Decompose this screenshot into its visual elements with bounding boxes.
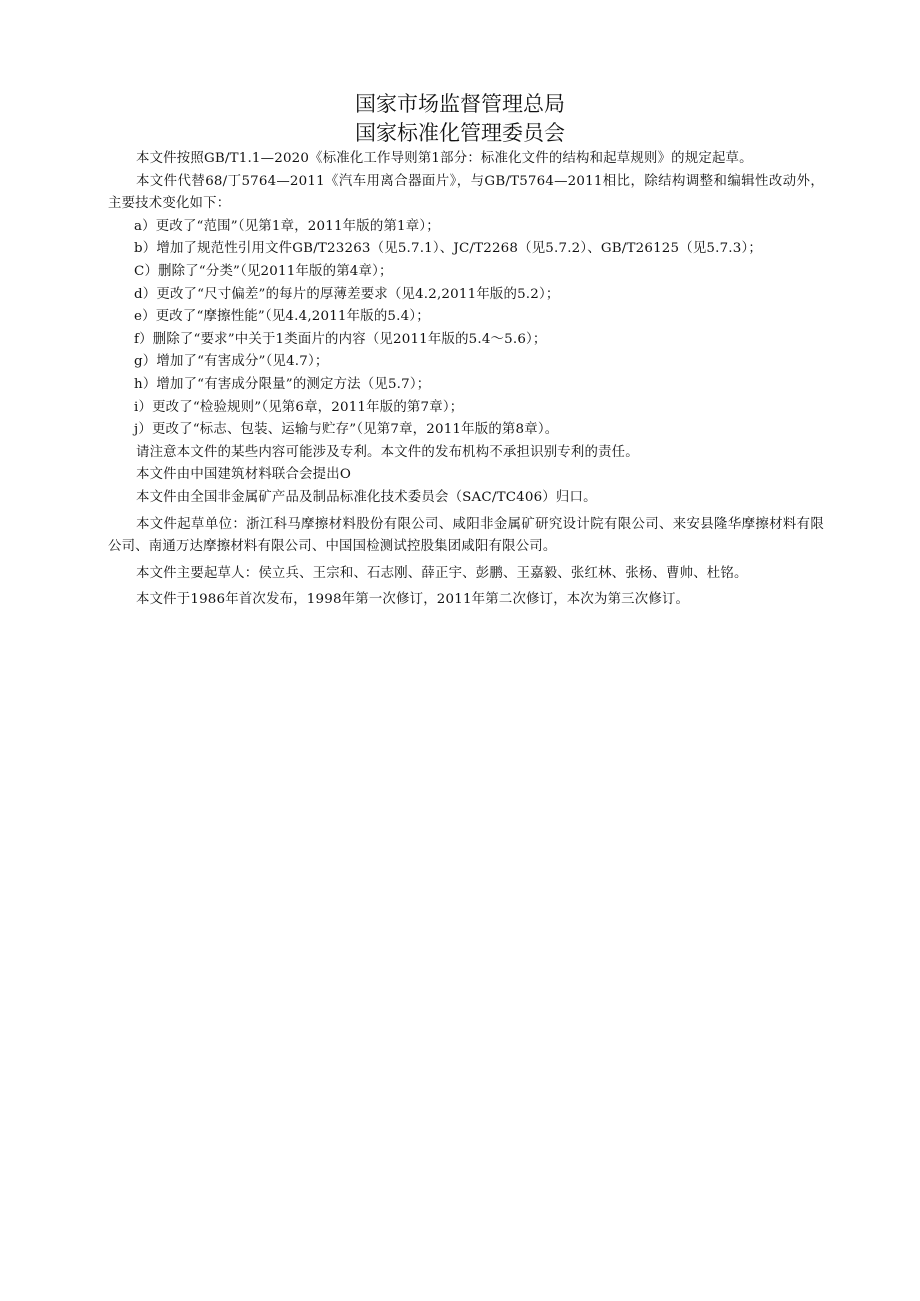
change-item-g: g）增加了“有害成分”（见4.7）； — [134, 354, 329, 370]
change-item-d: d）更改了“尺寸偏差”的每片的厚薄差要求（见4.2,2011年版的5.2）； — [134, 286, 560, 302]
change-item-f: f）删除了“要求”中关于1类面片的内容（见2011年版的5.4～5.6）； — [134, 331, 547, 347]
publication-history-paragraph: 本文件于1986年首次发布，1998年第一次修订，2011年第二次修订，本次为第三次修订。 — [136, 592, 690, 608]
foreword-body — [108, 148, 824, 612]
drafting-units-paragraph: 本文件起草单位：浙江科马摩擦材料股份有限公司、咸阳非金属矿研究设计院有限公司、来安县隆华摩擦材料有限公司、南通万达摩擦材料有限公司、中国国检测试控股集团咸阳有限公司。 — [108, 516, 824, 555]
technical-changes-list — [108, 216, 824, 442]
drafting-basis-paragraph: 本文件按照GB/T1.1—2020《标准化工作导则第1部分：标准化文件的结构和起草规则》的规定起草。 — [136, 151, 753, 166]
change-item-h: h）增加了“有害成分限量”的测定方法（见5.7）； — [134, 376, 431, 392]
drafters-paragraph: 本文件主要起草人：侯立兵、王宗和、石志刚、薛正宇、彭鹏、王嘉毅、张红林、张杨、曹帅、杜铭。 — [136, 565, 748, 581]
change-item-j: j）更改了“标志、包装、运输与贮存”（见第7章，2011年版的第8章）。 — [134, 422, 559, 438]
proposed-by-paragraph: 本文件由中国建筑材料联合会提出O — [136, 467, 352, 483]
change-item-c: C）删除了“分类”（见2011年版的第4章）； — [134, 263, 393, 279]
authority-samr: 国家市场监督管理总局 — [355, 92, 565, 116]
issuing-authorities — [0, 90, 920, 148]
change-item-a: a）更改了“范围”（见第1章，2011年版的第1章）； — [134, 218, 440, 234]
change-item-e: e）更改了“摩擦性能”（见4.4,2011年版的5.4）； — [134, 309, 430, 325]
change-item-b: b）增加了规范性引用文件GB/T23263（见5.7.1）、JC/T2268（见5.7.2）、GB/T26125（见5.7.3）； — [134, 241, 762, 257]
centralized-by-paragraph: 本文件由全国非金属矿产品及制品标准化技术委员会（SAC/TC406）归口。 — [136, 489, 597, 505]
replacement-paragraph: 本文件代替68/丁5764—2011《汽车用离合器面片》，与GB/T5764—2011相比，除结构调整和编辑性改动外，主要技术变化如下： — [108, 173, 824, 212]
change-item-i: i）更改了“检验规则”（见第6章，2011年版的第7章）； — [134, 399, 464, 415]
patent-notice-paragraph: 请注意本文件的某些内容可能涉及专利。本文件的发布机构不承担识别专利的责任。 — [136, 444, 639, 460]
authority-sac: 国家标准化管理委员会 — [355, 121, 565, 145]
